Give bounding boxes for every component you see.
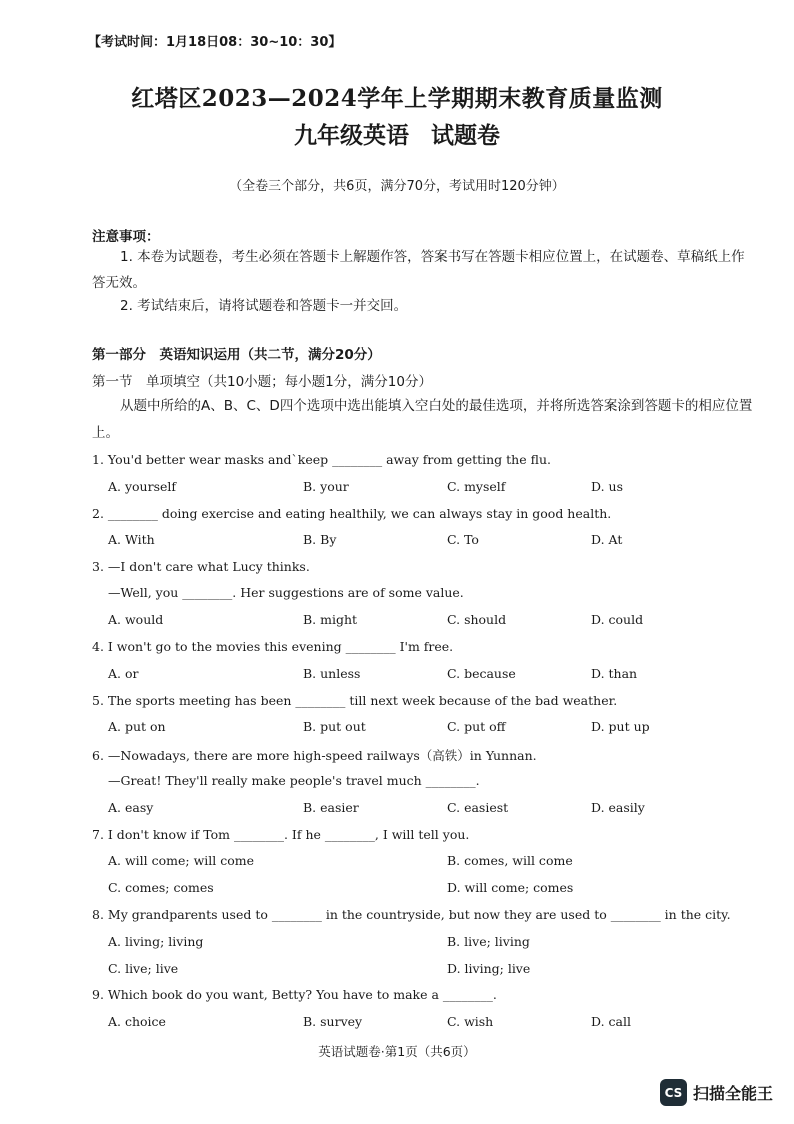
option-a: A. choice bbox=[108, 1014, 166, 1029]
option-d: D. call bbox=[591, 1014, 631, 1029]
question-stem: 5. The sports meeting has been ________ till next week because of the bad weather. bbox=[92, 693, 618, 708]
option-b: B. might bbox=[303, 612, 358, 627]
option-d: D. could bbox=[591, 612, 644, 627]
page-footer: 英语试题卷·第1页（共6页） bbox=[318, 1044, 476, 1059]
notice-heading: 注意事项： bbox=[92, 229, 160, 245]
camscanner-logo-icon: CS bbox=[660, 1079, 687, 1106]
option-a: A. or bbox=[108, 666, 139, 681]
question-stem: 9. Which book do you want, Betty? You have to make a ________. bbox=[92, 987, 497, 1002]
camscanner-label: 扫描全能王 bbox=[693, 1084, 774, 1103]
option-b: B. survey bbox=[303, 1014, 363, 1029]
option-c: C. live; live bbox=[108, 961, 179, 976]
option-b: B. easier bbox=[303, 800, 359, 815]
option-d: D. put up bbox=[591, 719, 650, 734]
option-a: A. easy bbox=[108, 800, 154, 815]
camscanner-watermark bbox=[660, 1079, 773, 1106]
exam-time: 【考试时间：1月18日08：30~10：30】 bbox=[88, 35, 342, 50]
option-a: A. would bbox=[108, 612, 164, 627]
option-d: D. than bbox=[591, 666, 638, 681]
option-b: B. comes, will come bbox=[447, 853, 573, 868]
option-d: D. At bbox=[591, 532, 623, 547]
option-b: B. By bbox=[303, 532, 337, 547]
option-c: C. should bbox=[447, 612, 507, 627]
question-stem: 7. I don't know if Tom ________. If he ________, I will tell you. bbox=[92, 827, 470, 842]
option-a: A. will come; will come bbox=[108, 853, 255, 868]
question-stem: 6. —Nowadays, there are more high-speed railways（高铁）in Yunnan. bbox=[92, 748, 537, 763]
option-c: C. easiest bbox=[447, 800, 509, 815]
option-c: C. To bbox=[447, 532, 479, 547]
question-stem-line-2: —Well, you ________. Her suggestions are of some value. bbox=[108, 585, 464, 600]
option-b: B. your bbox=[303, 479, 349, 494]
option-d: D. easily bbox=[591, 800, 645, 815]
part-heading: 第一部分 英语知识运用（共二节，满分20分） bbox=[92, 347, 381, 363]
option-a: A. put on bbox=[108, 719, 166, 734]
option-d: D. will come; comes bbox=[447, 880, 574, 895]
option-c: C. because bbox=[447, 666, 516, 681]
section-instruction: 从题中所给的A、B、C、D四个选项中选出能填入空白处的最佳选项，并将所选答案涂到答题卡的相应位置上。 bbox=[92, 398, 753, 441]
exam-title: 红塔区2023—2024学年上学期期末教育质量监测 bbox=[131, 85, 663, 112]
option-c: C. myself bbox=[447, 479, 506, 494]
exam-subtitle bbox=[0, 117, 794, 150]
option-b: B. live; living bbox=[447, 934, 530, 949]
option-b: B. put out bbox=[303, 719, 366, 734]
notice-item-2: 2. 考试结束后，请将试题卷和答题卡一并交回。 bbox=[120, 298, 408, 314]
paper-label: 试题卷 bbox=[431, 122, 500, 149]
option-a: A. yourself bbox=[108, 479, 177, 494]
question-stem: 8. My grandparents used to ________ in the countryside, but now they are used to ________ in the city. bbox=[92, 907, 731, 922]
question-stem: 2. ________ doing exercise and eating healthily, we can always stay in good health. bbox=[92, 506, 612, 521]
question-stem: 3. —I don't care what Lucy thinks. bbox=[92, 559, 310, 574]
exam-info: （全卷三个部分，共6页，满分70分，考试用时120分钟） bbox=[229, 179, 565, 194]
question-stem: 4. I won't go to the movies this evening ________ I'm free. bbox=[92, 639, 454, 654]
option-c: C. comes; comes bbox=[108, 880, 214, 895]
notice-item-1: 1. 本卷为试题卷，考生必须在答题卡上解题作答，答案书写在答题卡相应位置上，在试题卷、草稿纸上作答无效。 bbox=[92, 249, 745, 291]
option-a: A. living; living bbox=[108, 934, 204, 949]
option-b: B. unless bbox=[303, 666, 361, 681]
option-d: D. living; live bbox=[447, 961, 531, 976]
option-d: D. us bbox=[591, 479, 623, 494]
option-a: A. With bbox=[108, 532, 155, 547]
section-heading: 第一节 单项填空（共10小题；每小题1分，满分10分） bbox=[92, 374, 432, 390]
subject-label: 九年级英语 bbox=[294, 122, 409, 149]
option-c: C. put off bbox=[447, 719, 506, 734]
option-c: C. wish bbox=[447, 1014, 494, 1029]
question-stem: 1. You'd better wear masks and`keep ________ away from getting the flu. bbox=[92, 452, 551, 467]
question-stem-line-2: —Great! They'll really make people's travel much ________. bbox=[108, 773, 480, 788]
